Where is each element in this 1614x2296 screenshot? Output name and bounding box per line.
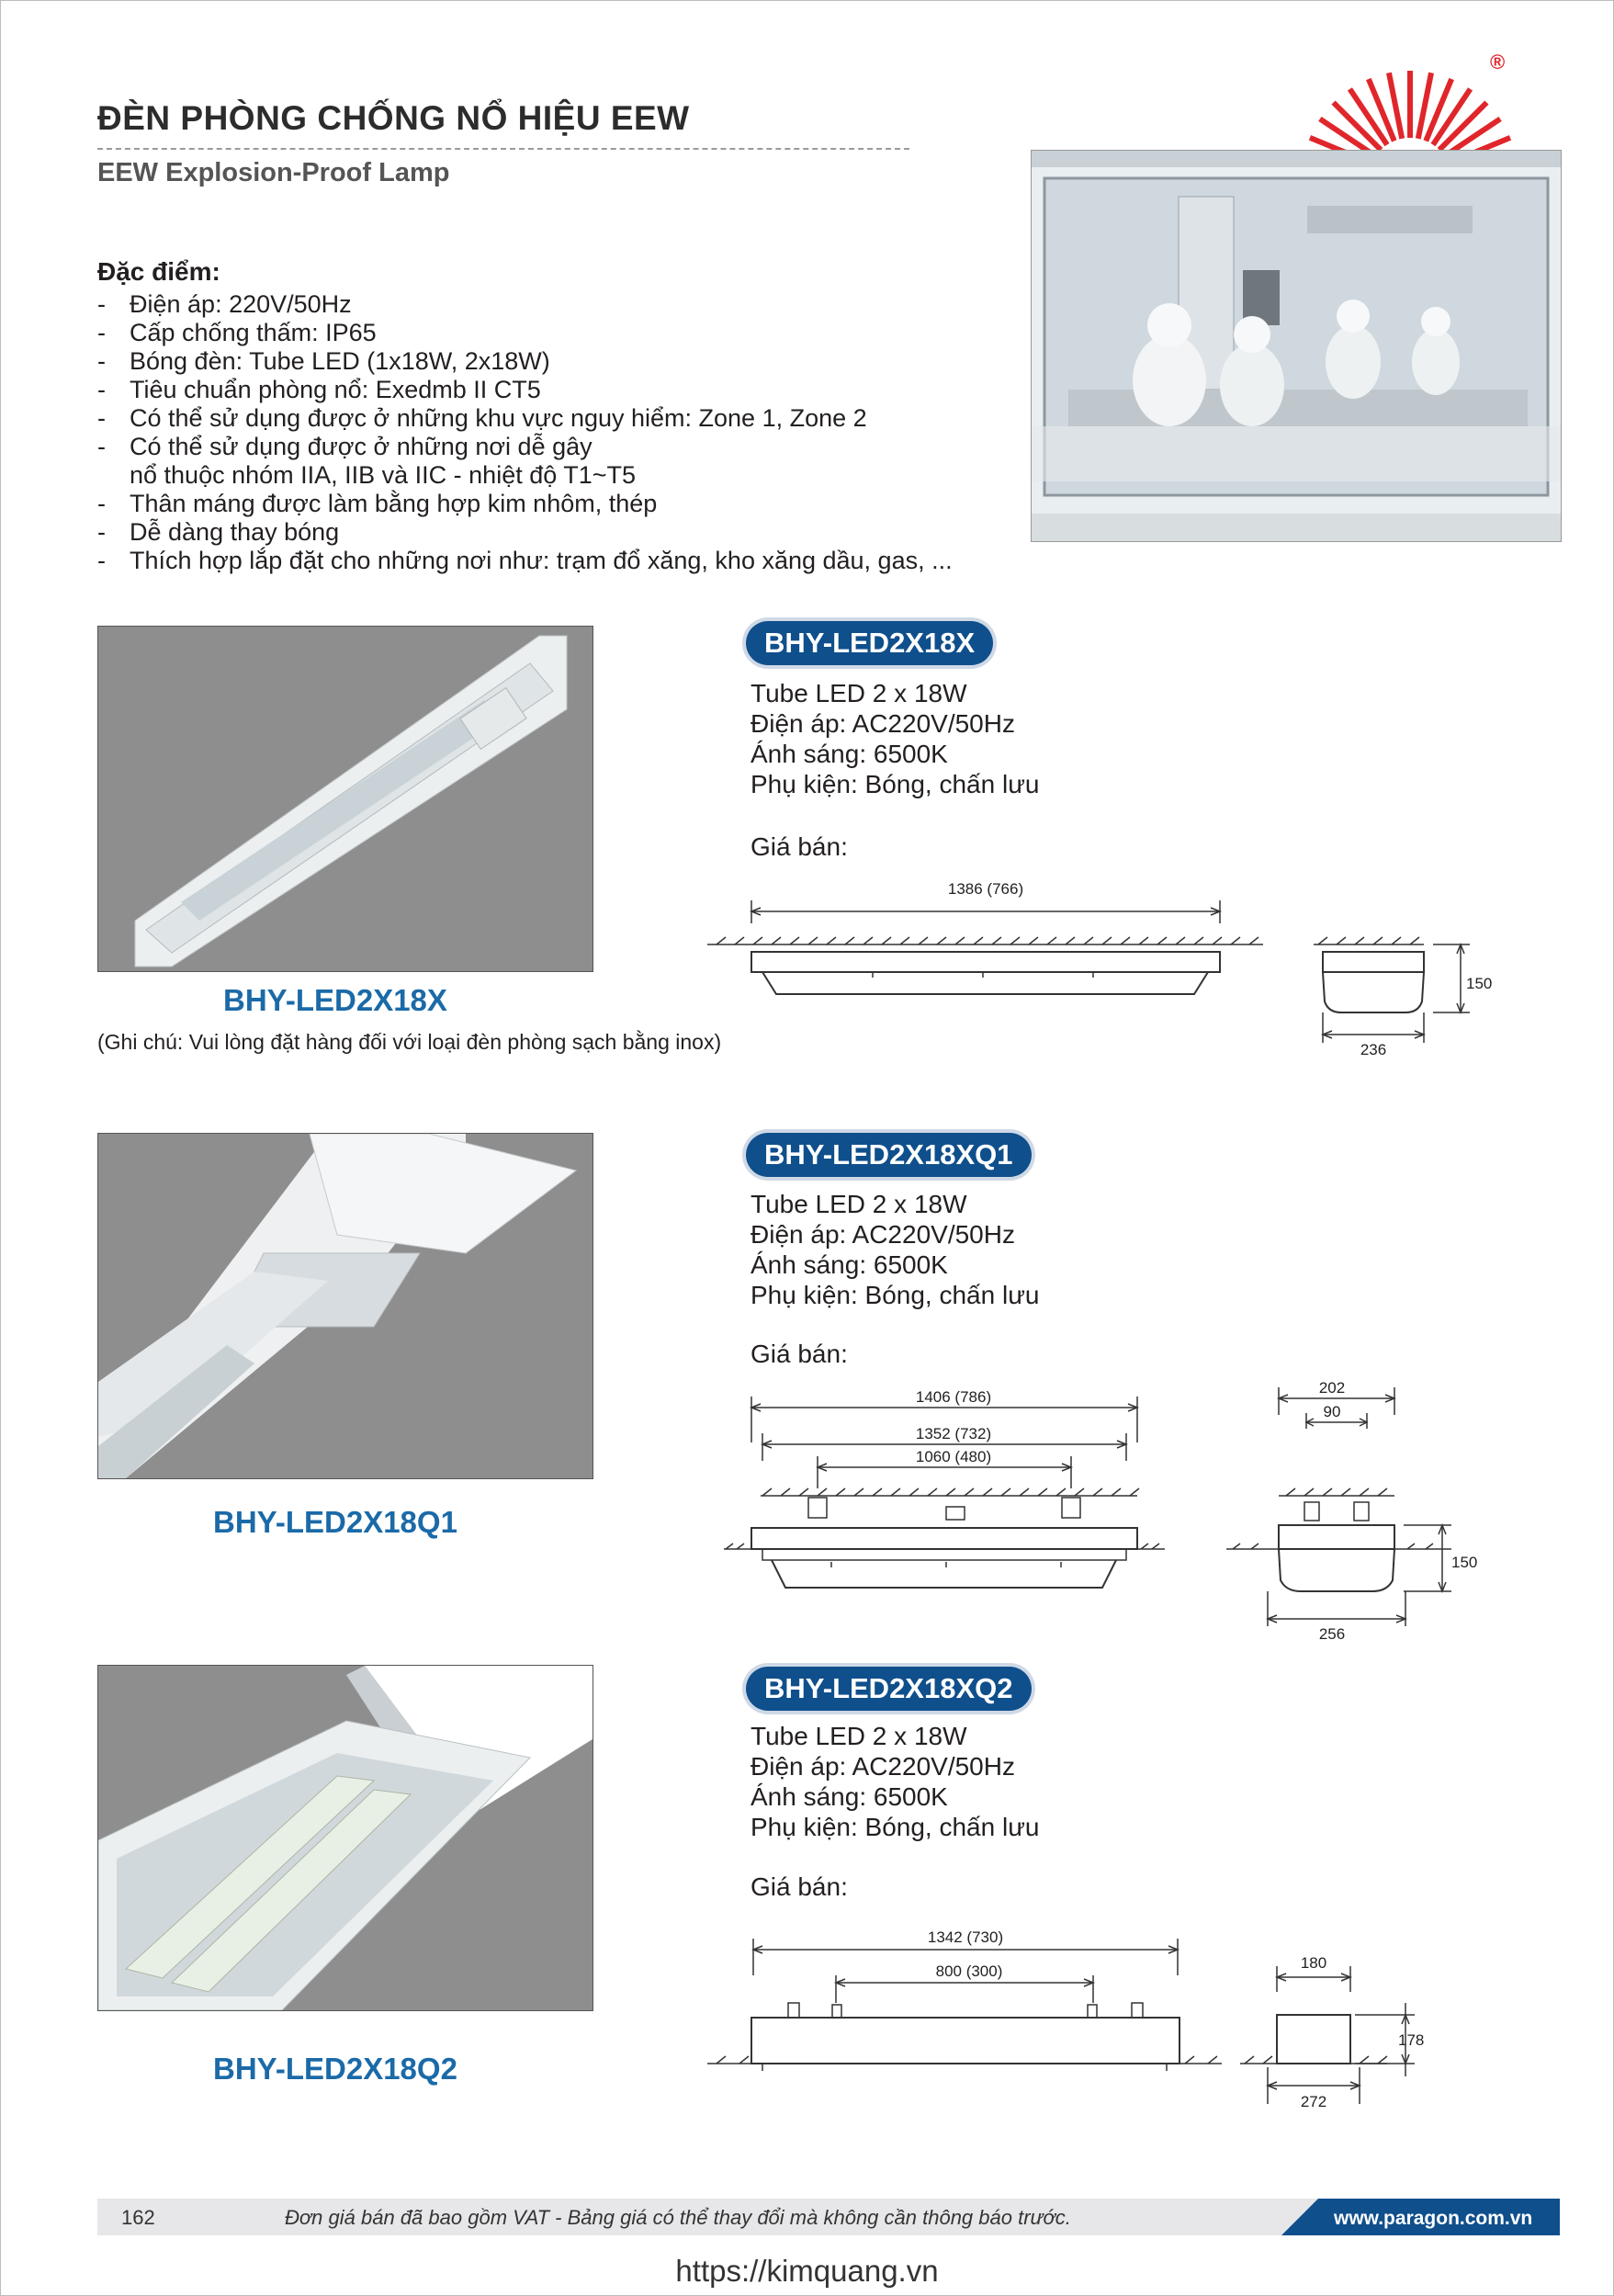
footer-website-link[interactable]: www.paragon.com.vn: [1334, 2208, 1533, 2229]
dimension-drawing-1: [707, 873, 1534, 1066]
feature-item: - Bóng đèn: Tube LED (1x18W, 2x18W): [97, 347, 953, 376]
product-code-badge-1: BHY-LED2X18X: [746, 621, 993, 665]
features-heading: Đặc điểm:: [97, 257, 220, 286]
page-title: ĐÈN PHÒNG CHỐNG NỔ HIỆU EEW: [97, 99, 690, 137]
dim-height: 178: [1398, 2031, 1425, 2049]
footer-notice: Đơn giá bán đã bao gồm VAT - Bảng giá có thể thay đổi mà không cần thông báo trước.: [285, 2206, 1071, 2229]
product-photo-1: [97, 626, 593, 972]
feature-item: - Thân máng được làm bằng hợp kim nhôm, thép: [97, 490, 953, 518]
spec-line: Ánh sáng: 6500K: [751, 740, 948, 768]
feature-item: - Có thể sử dụng được ở những khu vực nguy hiểm: Zone 1, Zone 2: [97, 404, 953, 433]
product-code-badge-2: BHY-LED2X18XQ1: [746, 1133, 1032, 1177]
dim-height: 150: [1451, 1554, 1478, 1571]
source-url-link[interactable]: https://kimquang.vn: [675, 2254, 939, 2288]
feature-item: - Có thể sử dụng được ở những nơi dễ gây nổ thuộc nhóm IIA, IIB và IIC - nhiệt độ T1~T5: [97, 433, 953, 490]
dim-height: 150: [1466, 975, 1493, 992]
feature-item: - Điện áp: 220V/50Hz: [97, 290, 953, 319]
dim-top-width: 180: [1300, 1954, 1327, 1972]
footer-divider: [1281, 2199, 1318, 2235]
dim-length: 1386 (766): [947, 880, 1024, 898]
page-subtitle: EEW Explosion-Proof Lamp: [97, 158, 450, 187]
spec-line: Điện áp: AC220V/50Hz: [751, 1752, 1015, 1781]
cleanroom-illustration: [1032, 151, 1561, 541]
product-specs-2: [751, 1189, 1040, 1310]
dim-top-width: 202: [1318, 1379, 1346, 1397]
spec-line: Phụ kiện: Bóng, chấn lưu: [751, 770, 1040, 798]
dim-width: 256: [1318, 1625, 1346, 1643]
price-label-3: Giá bán:: [751, 1872, 848, 1901]
price-label-2: Giá bán:: [751, 1340, 848, 1368]
product-code-badge-3: BHY-LED2X18XQ2: [746, 1667, 1032, 1711]
cleanroom-photo: [1031, 150, 1562, 542]
spec-line: Tube LED 2 x 18W: [751, 1190, 967, 1218]
page-number: 162: [121, 2206, 155, 2229]
dimension-drawing-3: [707, 1920, 1470, 2122]
spec-line: Điện áp: AC220V/50Hz: [751, 709, 1015, 738]
dim-mid: 1352 (732): [915, 1425, 992, 1442]
title-divider: [97, 148, 909, 150]
model-label-1: BHY-LED2X18X: [223, 983, 447, 1017]
dim-inner: 1060 (480): [915, 1448, 992, 1465]
model-label-2: BHY-LED2X18Q1: [213, 1505, 457, 1539]
brand-registered-mark: ®: [1490, 51, 1506, 74]
feature-item: - Dễ dàng thay bóng: [97, 518, 953, 547]
product-specs-1: [751, 678, 1040, 799]
spec-line: Ánh sáng: 6500K: [751, 1782, 948, 1811]
dim-width: 236: [1360, 1041, 1387, 1058]
dimension-drawing-2: [717, 1378, 1507, 1654]
product-photo-2: [97, 1133, 593, 1479]
price-label-1: Giá bán:: [751, 832, 848, 861]
feature-item: - Tiêu chuẩn phòng nổ: Exedmb II CT5: [97, 376, 953, 404]
dim-top-inner: 90: [1323, 1403, 1341, 1420]
features-list: [97, 290, 953, 575]
feature-item: - Cấp chống thấm: IP65: [97, 319, 953, 347]
order-note: (Ghi chú: Vui lòng đặt hàng đối với loại đèn phòng sạch bằng inox): [97, 1030, 722, 1054]
spec-line: Tube LED 2 x 18W: [751, 1722, 967, 1750]
dim-overall: 1342 (730): [927, 1928, 1004, 1946]
lamp-illustration-3: [98, 1666, 593, 2010]
product-specs-3: [751, 1721, 1040, 1842]
spec-line: Tube LED 2 x 18W: [751, 679, 967, 707]
lamp-illustration-1: [98, 627, 593, 971]
spec-line: Điện áp: AC220V/50Hz: [751, 1220, 1015, 1249]
lamp-illustration-2: [98, 1134, 593, 1478]
spec-line: Ánh sáng: 6500K: [751, 1250, 948, 1279]
feature-item: - Thích hợp lắp đặt cho những nơi như: trạm đổ xăng, kho xăng dầu, gas, ...: [97, 547, 953, 575]
dim-inner: 800 (300): [935, 1962, 1003, 1980]
product-photo-3: [97, 1665, 593, 2011]
model-label-3: BHY-LED2X18Q2: [213, 2052, 457, 2086]
spec-line: Phụ kiện: Bóng, chấn lưu: [751, 1813, 1040, 1841]
spec-line: Phụ kiện: Bóng, chấn lưu: [751, 1281, 1040, 1309]
dim-overall: 1406 (786): [915, 1388, 992, 1406]
dim-width: 272: [1300, 2093, 1327, 2110]
